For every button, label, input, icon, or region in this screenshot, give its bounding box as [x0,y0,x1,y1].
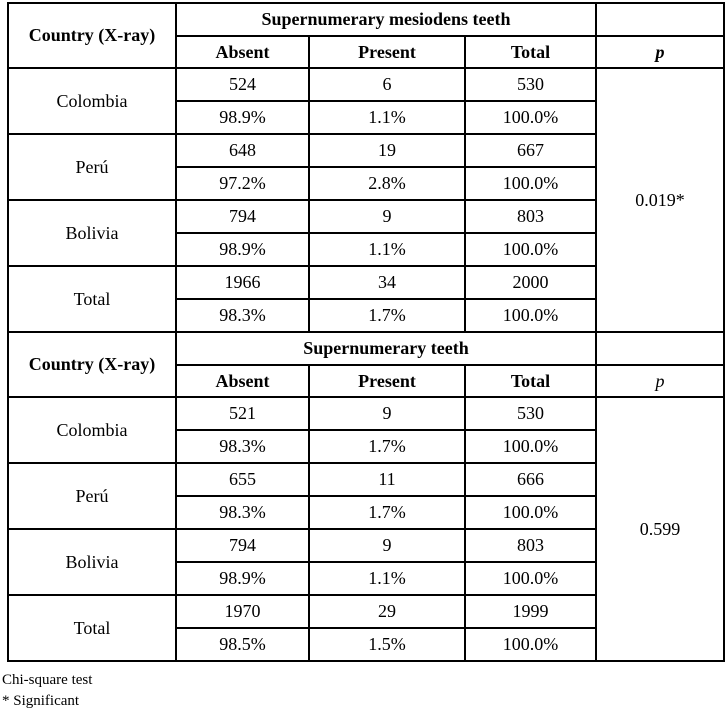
percent-cell: 1.1% [309,233,465,266]
column-header-absent: Absent [176,365,309,397]
percent-cell: 100.0% [465,233,596,266]
count-cell: 11 [309,463,465,496]
count-cell: 29 [309,595,465,628]
table-row [8,397,724,430]
p-value-cell: 0.599 [596,397,724,661]
footnote-significant: * Significant [2,693,80,709]
count-cell: 2000 [465,266,596,299]
count-cell: 794 [176,529,309,562]
percent-cell: 100.0% [465,167,596,200]
count-cell: 667 [465,134,596,167]
country-cell: Perú [8,463,176,529]
percent-cell: 100.0% [465,299,596,332]
country-cell: Bolivia [8,529,176,595]
percent-cell: 98.9% [176,101,309,134]
group-header-supernumerary: Supernumerary teeth [176,332,596,365]
percent-cell: 1.7% [309,299,465,332]
percent-cell: 98.5% [176,628,309,661]
column-header-total: Total [465,365,596,397]
count-cell: 34 [309,266,465,299]
percent-cell: 1.7% [309,430,465,463]
empty-header-cell [596,3,724,36]
percent-cell: 98.3% [176,430,309,463]
country-cell: Total [8,595,176,661]
count-cell: 9 [309,200,465,233]
percent-cell: 98.3% [176,299,309,332]
percent-cell: 100.0% [465,101,596,134]
column-header-p: p [596,365,724,397]
count-cell: 6 [309,68,465,101]
percent-cell: 2.8% [309,167,465,200]
count-cell: 530 [465,397,596,430]
count-cell: 524 [176,68,309,101]
percent-cell: 98.3% [176,496,309,529]
percent-cell: 1.1% [309,562,465,595]
count-cell: 1970 [176,595,309,628]
section-1-header-row [8,3,724,36]
footnote-test: Chi-square test [2,672,93,688]
count-cell: 9 [309,397,465,430]
percent-cell: 97.2% [176,167,309,200]
count-cell: 655 [176,463,309,496]
percent-cell: 100.0% [465,430,596,463]
results-table [7,2,725,662]
row-header-country: Country (X-ray) [8,332,176,397]
count-cell: 803 [465,200,596,233]
p-value-cell: 0.019* [596,68,724,332]
count-cell: 1966 [176,266,309,299]
percent-cell: 100.0% [465,562,596,595]
country-cell: Colombia [8,68,176,134]
count-cell: 666 [465,463,596,496]
percent-cell: 1.5% [309,628,465,661]
count-cell: 648 [176,134,309,167]
percent-cell: 1.1% [309,101,465,134]
count-cell: 19 [309,134,465,167]
count-cell: 794 [176,200,309,233]
country-cell: Total [8,266,176,332]
row-header-country: Country (X-ray) [8,3,176,68]
count-cell: 521 [176,397,309,430]
column-header-absent: Absent [176,36,309,68]
percent-cell: 98.9% [176,562,309,595]
count-cell: 9 [309,529,465,562]
section-2-header-row [8,332,724,365]
column-header-p: p [596,36,724,68]
column-header-present: Present [309,36,465,68]
table-row [8,68,724,101]
footnotes [2,670,92,712]
group-header-mesiodens: Supernumerary mesiodens teeth [176,3,596,36]
country-cell: Bolivia [8,200,176,266]
percent-cell: 1.7% [309,496,465,529]
count-cell: 1999 [465,595,596,628]
count-cell: 803 [465,529,596,562]
empty-header-cell [596,332,724,365]
percent-cell: 100.0% [465,628,596,661]
count-cell: 530 [465,68,596,101]
country-cell: Perú [8,134,176,200]
country-cell: Colombia [8,397,176,463]
percent-cell: 98.9% [176,233,309,266]
column-header-present: Present [309,365,465,397]
column-header-total: Total [465,36,596,68]
percent-cell: 100.0% [465,496,596,529]
